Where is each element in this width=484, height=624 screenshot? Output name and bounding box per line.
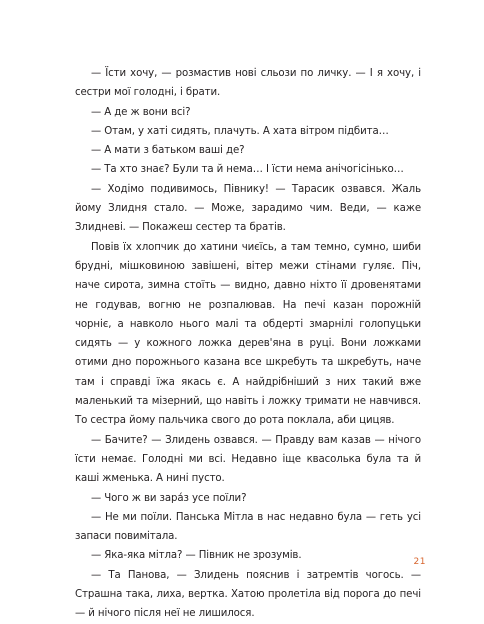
page-number: 21 xyxy=(413,557,426,567)
paragraph: — Отам, у хаті сидять, плачуть. А хата вітром підбита… xyxy=(91,125,389,137)
paragraph: — А мати з батьком ваші де? xyxy=(91,145,245,157)
paragraph: — Та хто знає? Були та й нема… І їсти нема анічогісінько… xyxy=(91,164,404,176)
body-text xyxy=(75,64,421,624)
paragraph: — Та Панова, — Злидень пояснив і затремтів чогось. — Страшна така, лиха, вертка. Хатою пролетіла від порога до печі — й нічого після неї не лишилося. xyxy=(75,569,421,620)
paragraph: — Не ми поїли. Панська Мітла в нас недавно була — геть усі запаси повимітала. xyxy=(75,511,421,543)
paragraph: — Бачите? — Злидень озвався. — Правду вам казав — нічого їсти немає. Голодні ми всі. Недавно іще квасолька була та й каші жменька. А нині пусто. xyxy=(75,434,421,485)
paragraph: — Їсти хочу, — розмастив нові сльози по личку. — І я хочу, і сестри мої голодні, і брати. xyxy=(75,68,421,99)
paragraph: — Чого ж ви зара́з усе поїли? xyxy=(91,492,247,504)
paragraph: — Ходімо подивимось, Півнику! — Тарасик озвався. Жаль йому Злидня стало. — Може, зарадимо чим. Веди, — каже Злидневі. — Покажеш сестер та братів. xyxy=(75,183,421,234)
paragraph: Повів їх хлопчик до хатини чиєїсь, а там темно, сумно, шиби брудні, мішковиною завішені, вітер межи стінами гуляє. Піч, наче сирота, зимна стоїть — видно, давно ніхто її дровенятами не годував, вогню не розпалював. На печі казан порожній чорніє, а навколо нього малі та обдерті змарнілі голопуцьки сидять — у кожного ложка дерев'яна в руці. Вони ложками отими дно порожнього казана все шкребуть та шкребуть, наче там і справді їжа якась є. А найдрібніший з них такий вже маленький та мізерний, що навіть і ложку тримати не навчився. То сестра йому пальчика свого до рота поклала, аби цицяв. xyxy=(75,241,421,427)
paragraph: — А де ж вони всі? xyxy=(91,106,191,118)
paragraph: — Яка-яка мітла? — Півник не зрозумів. xyxy=(91,550,302,562)
